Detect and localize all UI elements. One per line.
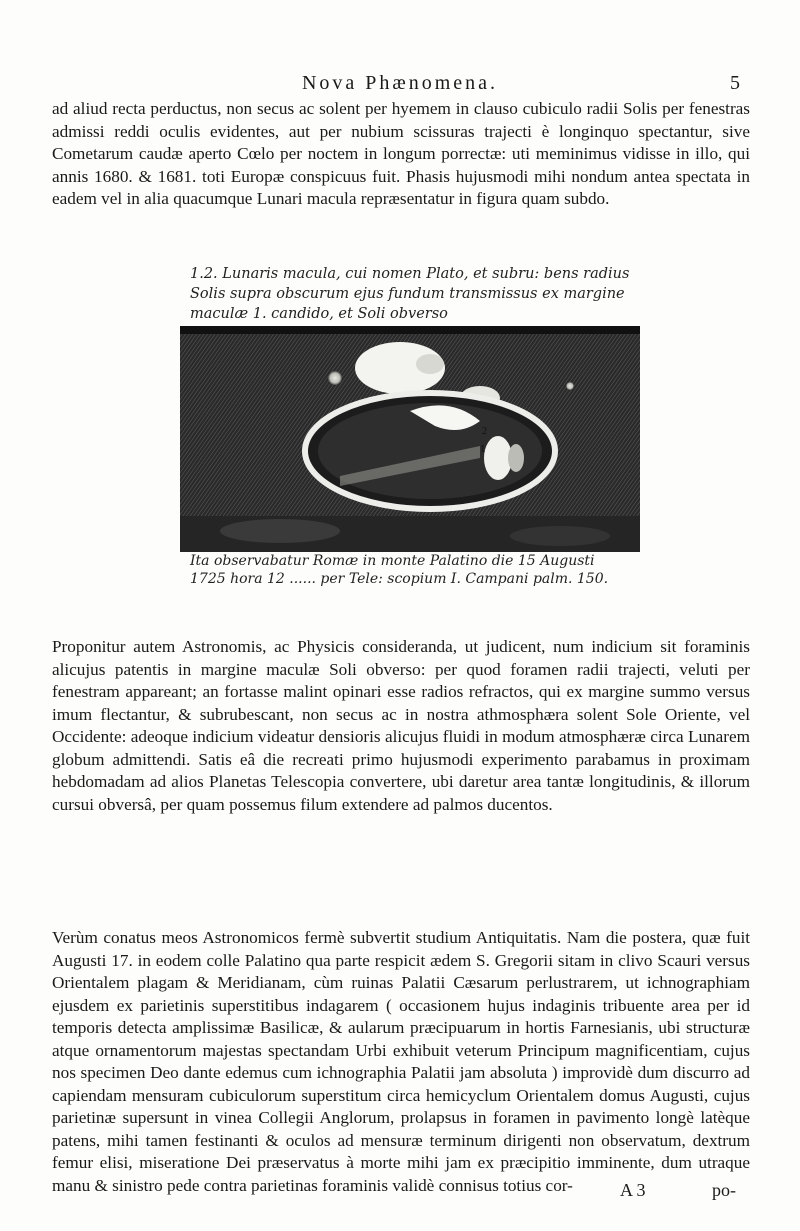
paragraph-1: ad aliud recta perductus, non secus ac solent per hyemem in clauso cubiculo radii Solis per fenestras admissi reddi oculis evidentes, aut per nubium scissuras trajecti è longinquo spectantur, sive Cometarum caudæ aperto Cœlo per noctem in longum porrectæ: uti meminimus vidisse in illo, qui annis 1680. & 1681. toti Europæ conspicuus fuit. Phasis hujusmodi mihi nondum antea spectata in eadem vel in alia quacumque Lunari macula repræsentatur in figura quam subdo.: [52, 99, 750, 208]
figure: [180, 262, 640, 622]
figure-caption-top: 1.2. Lunaris macula, cui nomen Plato, et subru: bens radius Solis supra obscurum ejus fundum transmissus ex margine maculæ 1. candido, et Soli obverso: [190, 266, 630, 322]
catchword: po-: [712, 1180, 736, 1200]
signature-mark: A 3: [620, 1180, 646, 1200]
lunar-macula-engraving: [180, 326, 640, 552]
paragraph-3: Verùm conatus meos Astronomicos fermè subvertit studium Antiquitatis. Nam die postera, quæ fuit Augusti 17. in eodem colle Palatino qua parte respicit ædem S. Gregorii sitam in clivo Scauri versus Orientalem plagam & Meridianam, cùm ruinas Palatii Cæsarum perlustrarem, ut ichnographiam ejusdem ex parietinis superstitibus indagarem ( occasionem hujus indaginis tribuente area per id temporis detecta amplissimæ Basilicæ, & aularum præcipuarum in hortis Farnesianis, ubi structuræ atque ornamentorum majestas spectandam Urbi exhibuit veterum Principum magnificentiam, cujus nos specimen Deo dante edemus cum ichnographia Palatii jam absoluta ) improvidè dum discurro ad capiendam mensuram cubiculorum superstitum circa hemicyclum Orientalem domus Augusti, cujus parietinæ supersunt in vinea Collegii Anglorum, prolapsus in foramen in pavimento longè latèque patens, mihi tamen festinanti & oculos ad mensuræ terminum dirigenti non observatum, dextrum femur elisi, miseratione Dei præservatus à morte mihi jam ex præcipitio imminente, dum utraque manu & sinistro pede contra parietinas foraminis validè connisus totius cor-: [52, 928, 750, 1195]
paragraph-2: Proponitur autem Astronomis, ac Physicis consideranda, ut judicent, num indicium sit foraminis alicujus patentis in margine maculæ Soli obverso: per quod foramen radii trajecti, veluti per fenestram appareant; an fortasse malint opinari esse radios refractos, qui ex margine summo versus imum flectantur, & subrubescant, non secus ac in nostra athmosphæra solent Sole Oriente, vel Occidente: adeoque indicium videatur densioris alicujus fluidi in modum atmosphæræ circa Lunarem globum admittendi. Satis eâ die recreati primo hujusmodi experimento parabamus in proximam hebdomadam ad alios Planetas Telescopia convertere, ubi daretur area tantæ longitudinis, & illorum cursui obversâ, per quam possemus filum extendere ad palmos ducentos.: [52, 637, 750, 814]
page-header: [0, 72, 800, 98]
page-footer: [0, 1180, 800, 1204]
running-title: Nova Phænomena.: [301, 72, 499, 94]
page-number: 5: [730, 72, 740, 94]
figure-label-1: 1: [480, 443, 486, 455]
figure-caption-bottom: Ita observabatur Romæ in monte Palatino die 15 Augusti 1725 hora 12 ...... per Tele: scopium I. Campani palm. 150.: [190, 553, 609, 587]
figure-label-2: 2: [482, 426, 487, 437]
